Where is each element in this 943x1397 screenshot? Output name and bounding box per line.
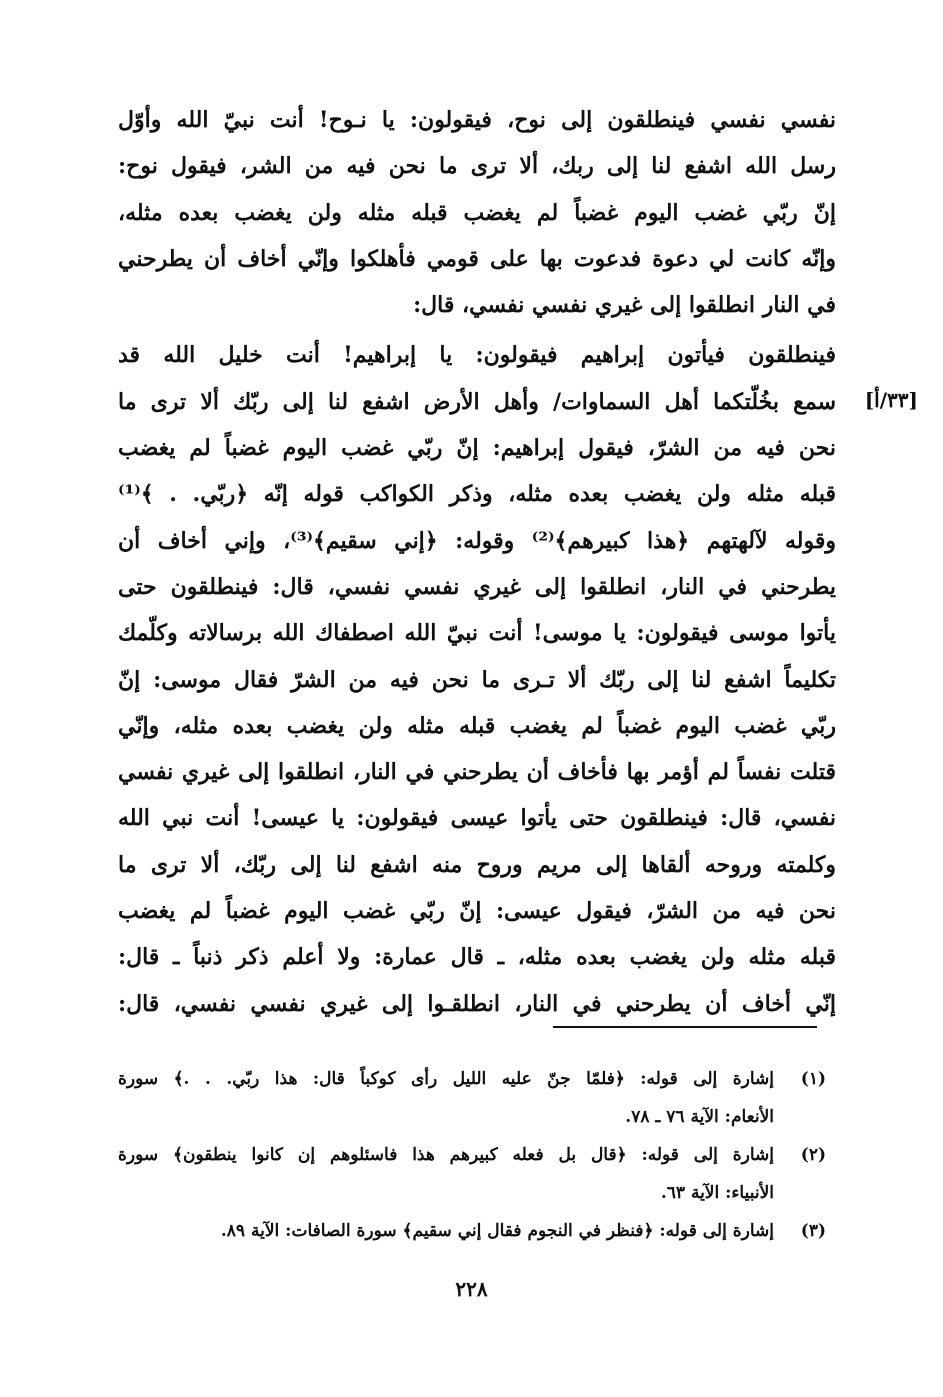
body-line: نحن فيه من الشرّ، فيقول إبراهيم: إنّ ربّي غضب اليوم غضباً لم يغضب [118, 435, 836, 462]
page-number: ٢٢٨ [455, 1277, 488, 1301]
footnotes-block [118, 1060, 826, 1250]
footnote-line: إشارة إلى قوله: ﴿فلمّا جنّ عليه الليل رأى كوكباً قال: هذا ربّي. . .﴾ سورة [118, 1069, 774, 1089]
footnote-number: (١) [800, 1069, 826, 1089]
body-line: رسل الله اشفع لنا إلى ربك، ألا ترى ما نحن فيه من الشر، فيقول نوح: [118, 153, 836, 180]
body-line: قبله مثله ولن يغضب بعده مثله، ـ قال عمارة: ولا أعلم ذكر ذنباً ـ قال: [118, 944, 836, 971]
body-line: فينطلقون فيأتون إبراهيم فيقولون: يا إبراهيم! أنت خليل الله قد [118, 342, 836, 369]
footnote-line: الأنبياء: الآية ٦٣. [660, 1183, 774, 1203]
body-line: في النار انطلقوا إلى غيري نفسي نفسي، قال: [413, 292, 836, 319]
footnote-line: إشارة إلى قوله: ﴿فنظر في النجوم فقال إني سقيم﴾ سورة الصافات: الآية ٨٩. [220, 1221, 774, 1241]
main-text-block [118, 97, 836, 1027]
footnote-line: الأنعام: الآية ٧٦ ـ ٧٨. [625, 1107, 774, 1127]
margin-folio-reference: [٣٣/أ] [864, 388, 918, 412]
footnote [118, 1060, 826, 1136]
body-line: نحن فيه من الشرّ، فيقول عيسى: إنّ ربّي غضب اليوم غضباً لم يغضب [118, 898, 836, 925]
footnote [118, 1212, 826, 1250]
body-line: وإنّه كانت لي دعوة فدعوت بها على قومي فأهلكوا وإنّي أخاف أن يطرحني [118, 245, 836, 272]
body-line: وقوله لآلهتهم ﴿هذا كبيرهم﴾⁽²⁾ وقوله: ﴿إني سقيم﴾⁽³⁾، وإني أخاف أن [118, 527, 836, 554]
footnote [118, 1136, 826, 1212]
footnote-number: (٢) [800, 1145, 826, 1165]
body-line: إنّ ربّي غضب اليوم غضباً لم يغضب قبله مثله ولن يغضب بعده مثله، [118, 199, 836, 226]
footnote-separator [553, 1026, 817, 1028]
body-line: ربّي غضب اليوم غضباً لم يغضب قبله مثله ولن يغضب بعده مثله، وإنّي [118, 712, 836, 739]
body-line: يطرحني في النار، انطلقوا إلى غيري نفسي نفسي، قال: فينطلقون حتى [118, 573, 836, 600]
body-line: قتلت نفساً لم أؤمر بها فأخاف أن يطرحني في النار، انطلقوا إلى غيري نفسي [118, 759, 836, 786]
footnote-number: (٣) [800, 1221, 826, 1241]
body-line: سمع بخُلّتكما أهل السماوات/ وأهل الأرض اشفع لنا إلى ربّك ألا ترى ما [118, 388, 836, 415]
body-line: إنّي أخاف أن يطرحني في النار، انطلقـوا إلى غيري نفسي نفسي، قال: [118, 990, 836, 1017]
body-line: وكلمته وروحه ألقاها إلى مريم وروح منه اشفع لنا إلى ربّك، ألا ترى ما [118, 851, 836, 878]
body-line: قبله مثله ولن يغضب بعده مثله، وذكر الكواكب قوله إنّه ﴿ربّي. . ﴾⁽¹⁾ [118, 481, 836, 508]
body-line: نفسي، قال: فينطلقون حتى يأتوا عيسى فيقولون: يا عيسى! أنت نبي الله [118, 805, 836, 832]
body-line: تكليماً اشفع لنا إلى ربّك ألا تـرى ما نحن فيه من الشرّ فقال موسى: إنّ [118, 666, 836, 693]
body-line: نفسي نفسي فينطلقون إلى نوح، فيقولون: يا نـوح! أنت نبيّ الله وأوّل [118, 107, 836, 133]
footnote-line: إشارة إلى قوله: ﴿قال بل فعله كبيرهم هذا فاسئلوهم إن كانوا ينطقون﴾ سورة [118, 1145, 774, 1165]
body-line: يأتوا موسى فيقولون: يا موسى! أنت نبيّ الله اصطفاك الله برسالاته وكلّمك [118, 620, 836, 647]
